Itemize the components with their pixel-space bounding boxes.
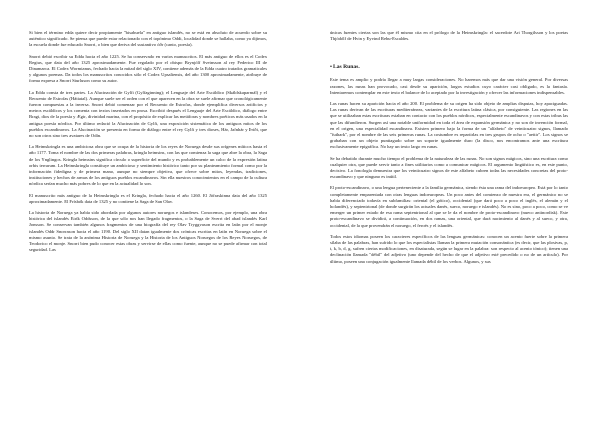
paragraph: Snorri debió escribir su Edda hacia el año 1225. Se ha conservado en varios manuscritos. El más antiguo de ellos es el Codex Regius, que data del año 1325 aproximadamente. Fue regalado por el obispo Brynjólf Sveinsson al rey Federico III de Dinamarca. El Codex Wormianus, fechado hacia la mitad del siglo XIV, contiene además de la Edda cuatro tratados gramaticales y algunos poemas. Da todos los manuscritos conocidos sólo el Codex Upsaliensis, del año 1300 aproximadamente, atribuye de forma expresa a Snorri Sturluson como su autor. [29,53,267,84]
section-heading [330,64,568,70]
paragraph: La historia de Noruega ya había sido abordada por algunos autores noruegos e islandeses. Conocemos, por ejemplo, una obra histórica del islandés Eirík Oddsson, de la que sólo nos han llegado fragmentos, o la Saga de Sverri del abad islandés Karl Jonsson. Se conservan también algunos fragmentos de una biografía del rey Olav Tryggvason escrita en latín por el monje islandés Oddr Snorrason hacia el año 1190. Del siglo XII datan igualmente dos crónicas escritas en latín en Noruega sobre el mismo asunto. Se trata de la anónima Historia de Noruega y la Historia de los Antiguos Noruegos de los Reyes Noruegos, de Teodorico el monje. Snorri bien pudo conocer estas obras y servirse de ellas como fuente, aunque no se puede afirmar con total seguridad. Las [29,210,267,253]
bullet-icon: • [330,64,332,71]
paragraph: Se ha debatido durante mucho tiempo el problema de la naturaleza de las runas. No son signos mágicos, sino una escritura como cualquier otra, que puede servir tanto a fines utilitarios como a comunicar mágicos. El argumento lingüístico es, en este punto, decisivo. La fonología demuestra que los veinticuatro signos de este alfabeto cubren todas las necesidades concretas del proto-escandinavo y que ninguno es inútil. [330,155,568,180]
right-column [330,30,568,270]
paragraph: El manuscrito más antiguo de la Heimskringla es el Kringla, fechado hacia el año 1260. El Jöfraskinna data del año 1325 aproximadamente. El Frísbók data de 1325 y no contiene la Saga de San Olav. [29,192,267,204]
paragraph: Las runas hacen su aparición hacia el año 200. El problema de su origen ha sido objeto de amplias disputas, hoy apaciguadas. Las runas derivan de las escrituras mediterráneas, variantes de la escritura latina clásica, por consiguiente. Las regiones en las que se utilizaban estas escrituras estaban en contacto con los pueblos nórdicos, especialmente escandinavos y con estas tribus las que las difundieron. Surgen así una notable uniformidad en toda el área de expansión germánica y no son de invención formal, en el origen, una especialidad escandinava. Existen primero bajo la forma de un "alfabeto" de veinticuatro signos, llamado "futhark", por el nombre de las seis primeras runas. La costumbre es repartirlas en tres grupos de ocho o "aettir". Los signos se grababan con un objeto puntiagudo sobre un soporte igualmente duro (la disco, nos encontramos ante una escritura exclusivamente epigráfica. No hay un texto largo en runas. [330,101,568,150]
paragraph: Si bien el término edda quiere decir propiamente "bisabuela" en antiguo islandés, no se está en absoluto de acuerdo sobre su auténtico significado. Se piensa que puede estar relacionado con el topónimo Oddi, localidad donde se hallaba, como ya dijimos, la escuela donde fue educado Snorri, o bien que deriva del sustantivo óðr (canto, poesía). [29,30,267,48]
paragraph: La Heimskringla es una ambiciosa obra que se ocupa de la historia de los reyes de Noruega desde sus orígenes míticos hasta el año 1177. Toma el nombre de las dos primeras palabras, kringla heimsins, con las que comienza la saga que abre la obra, la Saga de los Ynglingos. Kringla heimsins significa círculo o superficie del mundo y es probablemente un calco de la expresión latina orbis terrarum. La Heimskringla constituye un ambicioso y sentimiento histórico tanto por su planteamiento formal como por la información fidedigna y de primera mano, aunque no siempre objetiva, que ofrece sobre mitos, leyendas, tradiciones, instituciones y hechos de armas de los antiguos pueblos escandinavos. Sin ella nuestros conocimientos en el campo de la cultura nórdica serían mucho más pobres de lo que en la actualidad lo son. [29,144,267,187]
left-column [29,30,267,259]
paragraph: Todos estos idiomas poseen los caracteres específicos de las lenguas germánicas: conocen un acento fuerte sobre la primera sílaba de las palabras, han sufrido lo que los especialistas llaman la primera mutación consonántica (es decir, que las plosivas, p, t, k, b, d, g, sufren ciertas modificaciones, en disaturada, según se lugar en la palabra: son respecto al acento tónico); tienen una declinación llamada "débil" del adjetivo (uno depende del hecho de que el adjetivo esté precedido o no de un artículo). Por último, poseen una conjugación igualmente llamada débil de los verbos. Algunos, y sus [330,233,568,264]
section-heading-text: Las Runas. [333,64,360,71]
paragraph: Este tema es amplio y podría llegar a muy largas consideraciones. No haremos más que dar una visión general. Por diversas razones, las runas han provocado, casi desde su aparición, largos estudios cuyo carácter casi obligado, es la fantasía. Intentaremos contemplar en este texto el balance de lo aceptado por la investigación y ofrecer las informaciones indispensables. [330,77,568,95]
intro-paragraph: únicas fuentes ciertas son las que él mismo cita en el prólogo de la Heimskringla: el sacerdote Ari Thorgilsson y los poetas Thjódólf de Hvin y Eyvind Rebu-Escaldes. [330,30,568,42]
paragraph: El proto-escandinavo, o una lengua perteneciente a la familia germánica, siendo ésta una rama del indoeuropeo. Está por lo tanto completamente emparentada con otras lenguas indoeuropeas. Un poco antes del comienzo de nuestra era, el germánico no se había diferenciado todavía en subfamilias: oriental (el gótico), occidental (que dará poco a poco el inglés, el alemán y el holandés), y septentrional (de donde surgirán los actuales danés, sueco, noruego e islandés). No es sino, poco a poco, como se ve emerger un primer estado de esa rama septentrional al que se le da el nombre de proto-escandinavo (nueco antinordisk). Este proto-escandinavo se dividirá, a continuación, en dos ramas, una oriental, que dará nacimiento al danés y al sueco, y otra, occidental, de la que provendrán el noruego, el feroés y el islandés. [330,185,568,228]
paragraph: La Edda consta de tres partes. La Alucinación de Gylfi (Gylfaginning); el Lenguaje del Arte Escáldico (Skáldskaparmál) y el Recuento de Estrofas (Háttatal). Aunque suele ser el orden con el que aparecen en la obra se suele afirmar que cronológicamente fueron compuestas a la inversa. Snorri debió comenzar por el Recuento de Estrofas, donde ejemplifica diversos artificios y metros escáldicos y los comenta con textos insertados en prosa. Escribió después el Lenguaje del Arte Escáldico, diálogo entre Bragi, dios de la poesía y Ægir, divinidad marina, con el propósito de explicar las metáforas y nombres poéticos más usados en la antigua poesía nórdica. Por último redactó la Alucinación de Gylfi, una exposición sistemática de los antiguos mitos de los pueblos escandinavos. La Alucinación se presenta en forma de diálogo entre el rey Gylfi y tres dioses, Hár, Jafnhár y Þriði, que no son otros sino tres avatares de Odín. [29,89,267,139]
